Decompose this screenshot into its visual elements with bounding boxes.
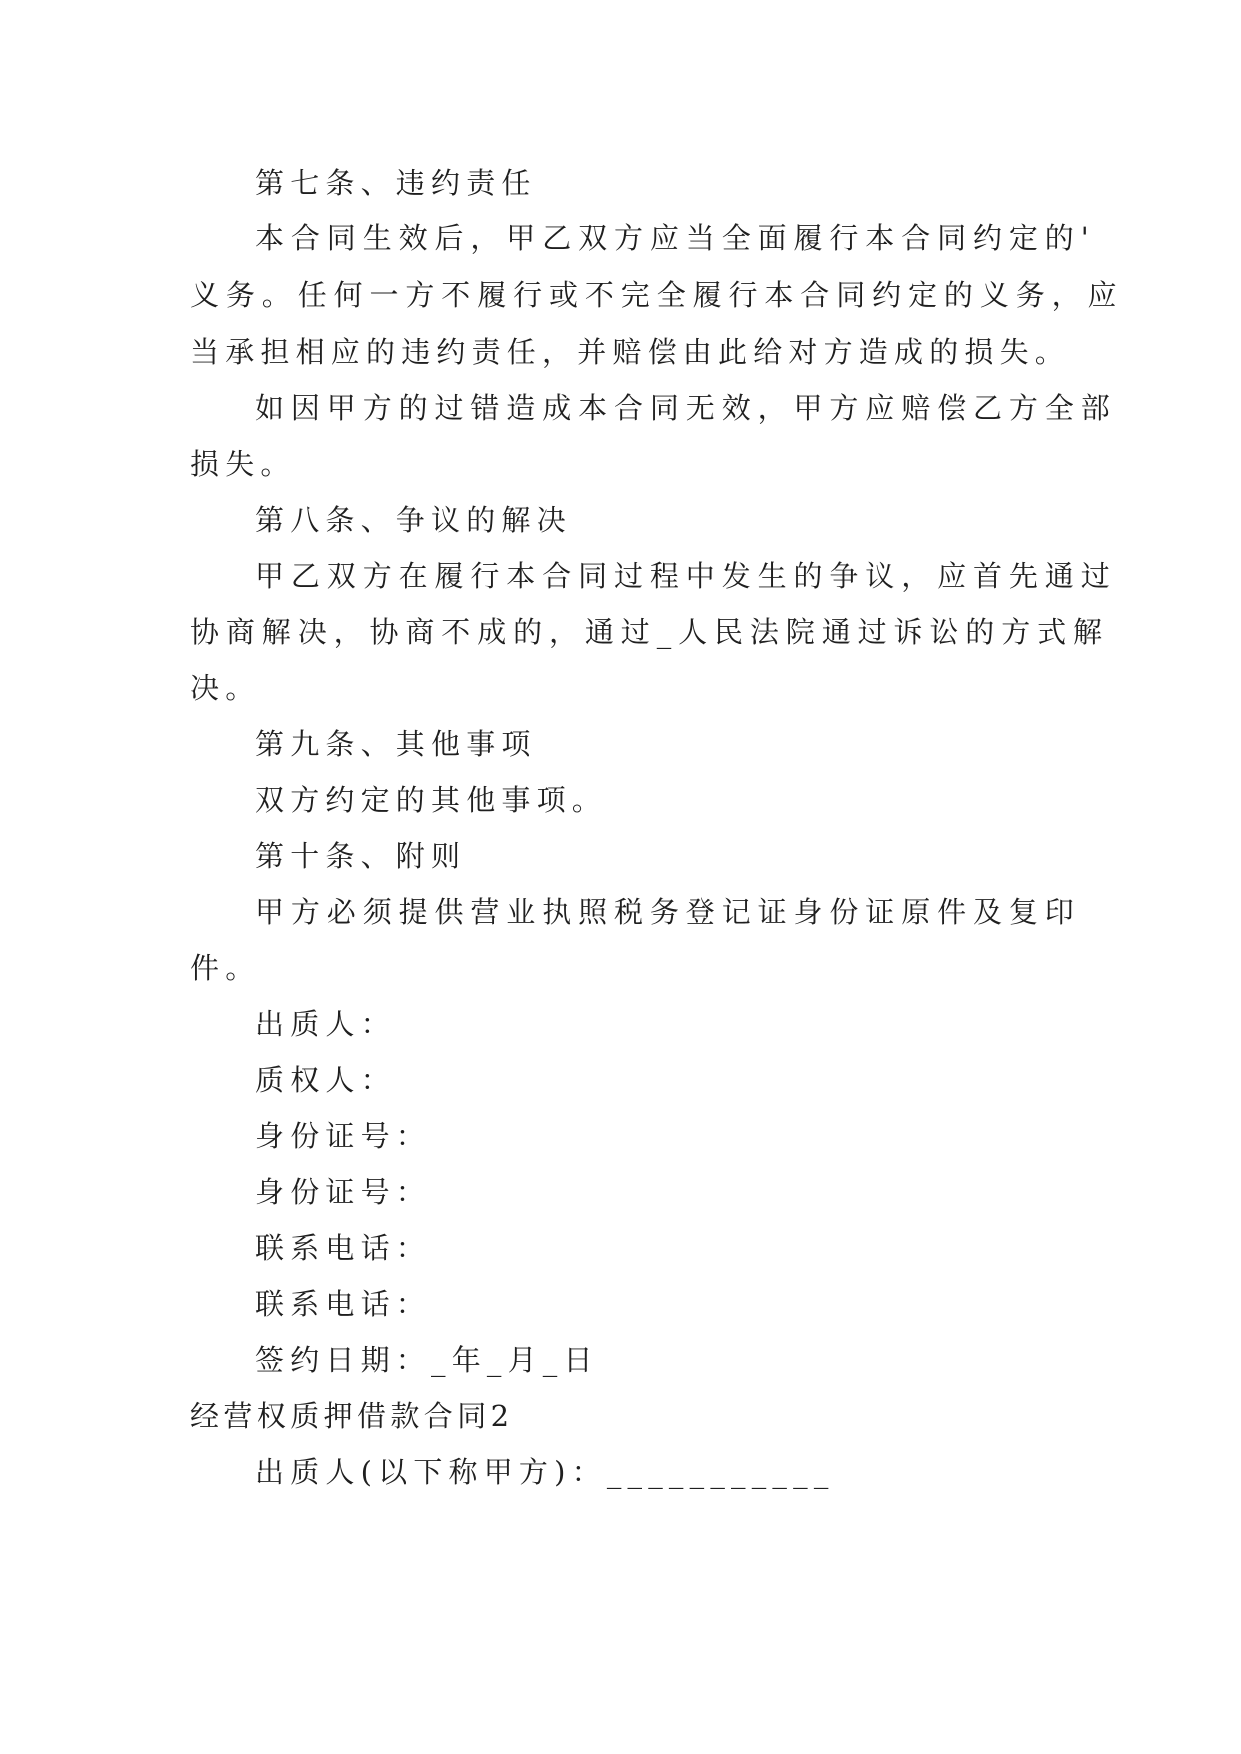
article-8-heading: 第八条、争议的解决 <box>255 503 572 537</box>
signature-pledgee: 质权人： <box>255 1063 396 1097</box>
signature-phone-1: 联系电话： <box>255 1231 432 1265</box>
article-9-heading: 第九条、其他事项 <box>255 727 537 761</box>
article-10-paragraph-line-2: 件。 <box>190 951 261 985</box>
article-7-paragraph-1-line-3: 当承担相应的违约责任，并赔偿由此给对方造成的损失。 <box>190 335 1071 369</box>
signature-pledgor: 出质人： <box>255 1007 396 1041</box>
article-7-paragraph-1-line-1: 本合同生效后，甲乙双方应当全面履行本合同约定的' <box>255 221 1096 255</box>
signature-id-number-2: 身份证号： <box>255 1175 432 1209</box>
article-7-paragraph-2-line-1: 如因甲方的过错造成本合同无效，甲方应赔偿乙方全部 <box>255 391 1117 425</box>
article-8-paragraph-line-3: 决。 <box>190 671 261 705</box>
contract-2-pledgor-line: 出质人(以下称甲方)：___________ <box>255 1455 835 1489</box>
article-8-paragraph-line-1: 甲乙双方在履行本合同过程中发生的争议，应首先通过 <box>255 559 1117 593</box>
article-7-paragraph-1-line-2: 义务。任何一方不履行或不完全履行本合同约定的义务，应 <box>190 278 1124 312</box>
signature-date: 签约日期：_年_月_日 <box>255 1343 599 1377</box>
article-7-paragraph-2-line-2: 损失。 <box>190 447 296 481</box>
article-10-heading: 第十条、附则 <box>255 839 467 873</box>
signature-id-number-1: 身份证号： <box>255 1119 432 1153</box>
article-10-paragraph-line-1: 甲方必须提供营业执照税务登记证身份证原件及复印 <box>255 895 1081 929</box>
article-7-heading: 第七条、违约责任 <box>255 166 537 200</box>
signature-phone-2: 联系电话： <box>255 1287 432 1321</box>
article-8-paragraph-line-2: 协商解决，协商不成的，通过_人民法院通过诉讼的方式解 <box>190 615 1109 649</box>
article-9-paragraph: 双方约定的其他事项。 <box>255 783 608 817</box>
contract-2-title: 经营权质押借款合同2 <box>190 1399 514 1433</box>
